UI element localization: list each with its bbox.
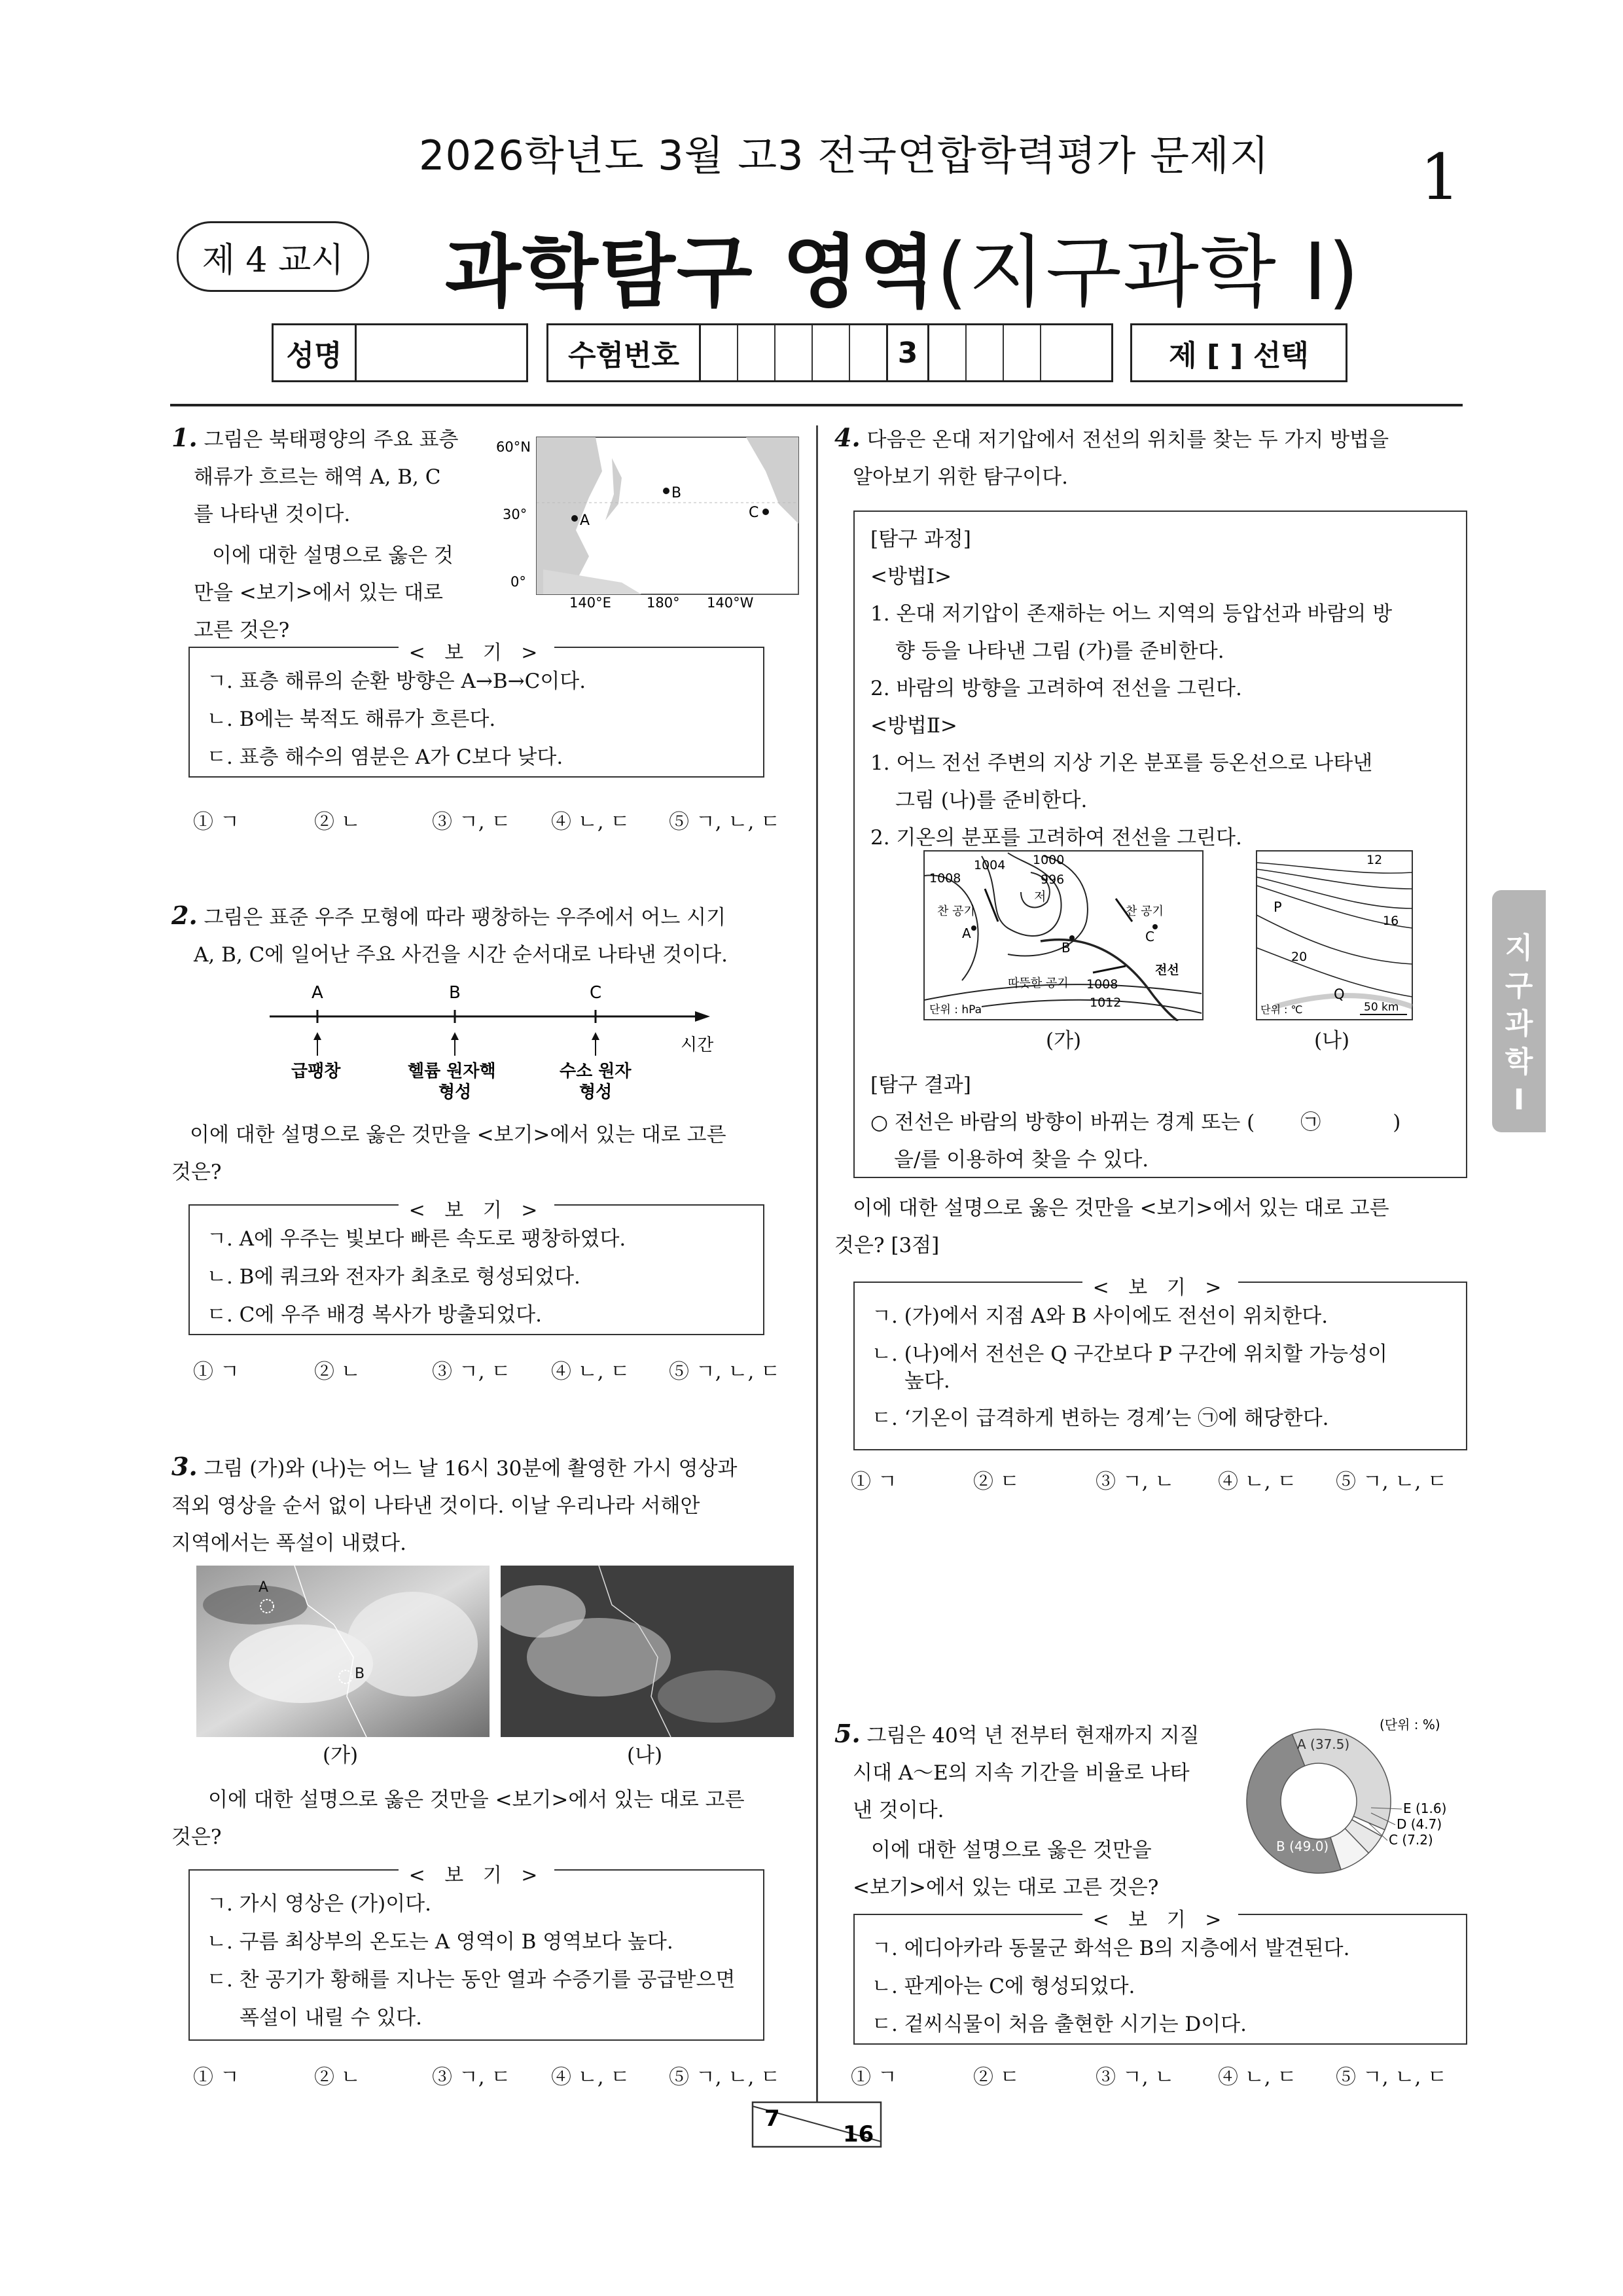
axis-label: 시간 [681,1035,714,1055]
caption-na: (나) [1314,1029,1350,1052]
bogi-item: ㄱ. 표층 해류의 순환 방향은 A→B→C이다. [207,670,586,693]
stem-line: 를 나타낸 것이다. [194,503,351,526]
isobar-label: 1004 [974,858,1006,872]
answer-option[interactable]: ④ ㄴ, ㄷ [551,2066,630,2089]
subject-name: 과학탐구 영역 [445,227,937,318]
answer-option[interactable]: ⑤ ㄱ, ㄴ, ㄷ [669,1360,781,1384]
point-a-marker [971,925,976,931]
answer-option[interactable]: ① ㄱ [193,2066,240,2089]
point-b-label: B [671,485,682,501]
answer-option[interactable]: ① ㄱ [851,2066,897,2089]
result-text: ) [1393,1111,1401,1134]
ask-line: 이에 대한 설명으로 옳은 것만을 [871,1839,1152,1862]
answer-option[interactable]: ③ ㄱ, ㄷ [432,810,511,834]
timeline-point-label: A [312,983,323,1003]
temperature-map-na [1255,850,1414,1021]
q3-ask [171,1782,800,1856]
bogi-item: ㄷ. ‘기온이 급격하게 변하는 경계’는 ㉠에 해당한다. [872,1407,1329,1430]
answer-option[interactable]: ③ ㄱ, ㄷ [432,2066,511,2089]
bogi-item: ㄱ. 가시 영상은 (가)이다. [207,1892,431,1916]
pacific-current-map [491,432,805,609]
bogi-item: ㄴ. B에 쿼크와 전자가 최초로 형성되었다. [207,1265,580,1289]
universe-timeline [255,978,740,1109]
event-label: 헬륨 원자핵 [408,1062,496,1081]
timeline-arrow [695,1011,710,1022]
q4-answers [851,1465,1472,1494]
scale-label: 50 km [1364,1001,1399,1014]
slice-label-d: D (4.7) [1397,1816,1442,1832]
subject-title [445,209,1360,322]
answer-option[interactable]: ① ㄱ [193,810,240,834]
method-step: 1. 어느 전선 주변의 지상 기온 분포를 등온선으로 나타낸 [870,751,1373,775]
event-label: 형성 [579,1083,613,1102]
stem-line: 다음은 온대 저기압에서 전선의 위치를 찾는 두 가지 방법을 [866,428,1389,452]
inquiry-heading: [탐구 과정] [870,528,971,551]
point-b-marker [663,488,669,494]
question-number: 5. [834,1719,861,1748]
exam-number-digit[interactable] [776,325,813,380]
caption-ga: (가) [323,1744,359,1767]
answer-option[interactable]: ③ ㄱ, ㄷ [432,1360,511,1384]
dark-region [203,1585,308,1624]
pressure-map-ga [923,850,1204,1021]
slice-label-c: C (7.2) [1389,1832,1433,1848]
bogi-item: ㄴ. 구름 최상부의 온도는 A 영역이 B 영역보다 높다. [207,1930,673,1954]
q3-bogi-box [188,1864,764,2041]
point-c-label: C [749,505,759,521]
question-number: 1. [171,423,198,452]
exam-number-digit[interactable] [813,325,850,380]
q5-bogi-box [853,1909,1467,2045]
q5-answers [851,2060,1472,2090]
bogi-title-text: < 보 기 > [399,1864,555,1887]
event-label: 형성 [438,1083,472,1102]
answer-option[interactable]: ⑤ ㄱ, ㄴ, ㄷ [669,2066,781,2089]
stem-line: 지역에서는 폭설이 내렸다. [171,1532,406,1555]
bogi-title [190,634,763,672]
timeline-point-label: C [590,983,602,1003]
answer-option[interactable]: ④ ㄴ, ㄷ [551,1360,630,1384]
stem-line: 그림은 표준 우주 모형에 따라 팽창하는 우주에서 어느 시기 [204,906,726,929]
bogi-item: ㄷ. 표층 해수의 염분은 A가 C보다 낮다. [207,745,563,769]
answer-option[interactable]: ② ㄷ [973,2066,1020,2089]
q4-ask [834,1190,1469,1265]
stem-line: 적외 영상을 순서 없이 나타낸 것이다. 이날 우리나라 서해안 [171,1494,700,1518]
ask-line: 만을 <보기>에서 있는 대로 [194,581,443,605]
question-1 [171,419,486,649]
cloud-band [658,1670,776,1723]
bogi-item: ㄱ. 에디아카라 동물군 화석은 B의 지층에서 발견된다. [872,1937,1350,1960]
answer-option[interactable]: ⑤ ㄱ, ㄴ, ㄷ [1336,2066,1448,2089]
bogi-title-text: < 보 기 > [1082,1276,1239,1299]
page-mark: 1 [1420,141,1461,214]
point-a-label: A [962,925,971,941]
isotherm-label: 20 [1291,950,1308,964]
point-p-label: P [1274,899,1282,915]
method-step: 그림 (나)를 준비한다. [895,789,1088,812]
total-pages: 16 [843,2121,874,2147]
bogi-item: ㄴ. (나)에서 전선은 Q 구간보다 P 구간에 위치할 가능성이 [872,1342,1388,1366]
caption-na: (나) [627,1744,663,1767]
stem-line: 그림은 북태평양의 주요 표층 [204,428,459,452]
ask-line: 것은? [3점] [834,1234,940,1257]
answer-option[interactable]: ② ㄴ [314,810,361,834]
exam-title: 2026학년도 3월 고3 전국연합학력평가 문제지 [419,132,1270,179]
exam-number-fixed: 3 [888,325,929,380]
slice-label-b: B (49.0) [1276,1839,1329,1854]
event-label: 급팽창 [291,1062,341,1081]
q2-bogi-box [188,1199,764,1335]
bogi-title-text: < 보 기 > [399,1199,555,1222]
bogi-item: ㄷ. C에 우주 배경 복사가 방출되었다. [207,1303,542,1327]
answer-option[interactable]: ② ㄴ [314,1360,361,1384]
answer-option[interactable]: ④ ㄴ, ㄷ [1218,1470,1297,1494]
question-5 [834,1715,1240,1907]
name-box [272,323,528,382]
question-number: 4. [834,423,861,452]
bogi-item: ㄱ. A에 우주는 빛보다 빠른 속도로 팽창하였다. [207,1227,626,1251]
lon-label: 140°E [569,595,611,609]
result-text: ○ 전선은 바람의 방향이 바뀌는 경계 또는 ( [870,1111,1255,1134]
q2-answers [193,1355,795,1384]
isobar-label: 996 [1041,872,1065,887]
method-step: 1. 온대 저기압이 존재하는 어느 지역의 등압선과 바람의 방 [870,602,1393,626]
question-4 [834,419,1469,496]
region-a-label: A [259,1579,269,1596]
result-text: 을/를 이용하여 찾을 수 있다. [894,1148,1149,1172]
name-field[interactable] [357,325,526,380]
slice-label-a: A (37.5) [1297,1736,1350,1752]
exam-number-digit[interactable] [738,325,776,380]
period-label: 제 4 교시 [202,240,344,280]
slice-label-e: E (1.6) [1403,1801,1447,1816]
point-a-label: A [580,512,590,529]
bogi-item: ㄱ. (가)에서 지점 A와 B 사이에도 전선이 위치한다. [872,1304,1329,1328]
question-number: 2. [171,901,198,930]
question-number: 3. [171,1452,198,1481]
inquiry-heading: [탐구 결과] [870,1073,971,1097]
method-label: <방법Ⅱ> [870,714,957,738]
choice-box[interactable] [1130,323,1347,382]
exam-number-label: 수험번호 [548,325,701,380]
answer-option[interactable]: ④ ㄴ, ㄷ [1218,2066,1297,2089]
current-page: 7 [764,2106,780,2132]
q3-answers [193,2060,795,2090]
period-badge [177,221,369,292]
page-counter [751,2101,882,2148]
ask-line: 것은? [171,1825,222,1849]
bogi-item: 폭설이 내릴 수 있다. [240,2006,422,2030]
unit-label: 단위 : ℃ [1260,1003,1303,1016]
geologic-time-donut [1237,1710,1466,1876]
bogi-title-text: < 보 기 > [1082,1909,1239,1931]
column-divider [816,425,818,2114]
stem-line: 해류가 흐르는 해역 A, B, C [194,465,441,489]
bogi-title-text: < 보 기 > [399,641,555,664]
lon-label: 180° [647,595,680,609]
low-pressure-label: 저 [1034,889,1046,904]
air-label: 찬 공기 [937,905,975,918]
air-label: 따뜻한 공기 [1008,977,1069,990]
q1-bogi-box [188,641,764,778]
caption-ga: (가) [1046,1029,1082,1052]
lat-label: 30° [503,507,527,522]
answer-option[interactable]: ③ ㄱ, ㄴ [1096,2066,1175,2089]
choice-label: 제 [ ] 선택 [1169,339,1309,372]
bogi-item: ㄴ. 판게아는 C에 형성되었다. [872,1975,1135,1998]
header-divider [170,404,1463,406]
satellite-image-ga [196,1566,490,1737]
point-b-label: B [1061,940,1071,956]
point-c-label: C [1145,929,1154,944]
event-arrowhead [313,1032,321,1040]
bogi-item: ㄷ. 겉씨식물이 처음 출현한 시기는 D이다. [872,2013,1247,2036]
question-2 [171,897,800,974]
exam-number-digit[interactable] [1041,325,1111,380]
unit-label: 단위 : hPa [929,1003,982,1016]
q4-bogi-box [853,1276,1467,1450]
name-label: 성명 [274,325,357,380]
exam-number-digit[interactable] [850,325,888,380]
method-step: 2. 기온의 분포를 고려하여 전선을 그린다. [870,826,1242,850]
exam-number-digit[interactable] [967,325,1004,380]
region-b-label: B [355,1666,365,1682]
ask-line: <보기>에서 있는 대로 고른 것은? [853,1876,1159,1899]
ask-line: 이에 대한 설명으로 옳은 것만을 <보기>에서 있는 대로 고른 [853,1196,1389,1220]
q2-ask [171,1117,800,1191]
exam-number-digit[interactable] [701,325,738,380]
bogi-item: ㄴ. B에는 북적도 해류가 흐른다. [207,708,496,731]
stem-line: 그림은 40억 년 전부터 현재까지 지질 [866,1724,1200,1748]
isobar-label: 1000 [1033,853,1065,867]
front-label: 전선 [1155,963,1179,977]
ask-line: 이에 대한 설명으로 옳은 것 [212,544,454,567]
isobar-label: 1008 [1086,977,1118,992]
method-step: 향 등을 나타낸 그림 (가)를 준비한다. [895,639,1224,663]
exam-number-digit[interactable] [1004,325,1041,380]
q1-answers [193,805,795,834]
isobar-label: 1012 [1090,996,1122,1010]
cloud-band [347,1592,478,1696]
method-label: <방법Ⅰ> [870,565,952,588]
inquiry-result [870,1067,1459,1179]
answer-option[interactable]: ⑤ ㄱ, ㄴ, ㄷ [1336,1470,1448,1494]
subject-side-tab [1492,890,1546,1132]
isotherm-label: 12 [1366,853,1383,867]
bogi-title [855,1901,1466,1939]
stem-line: 시대 A～E의 지속 기간을 비율로 나타 [853,1761,1190,1785]
method-step: 2. 바람의 방향을 고려하여 전선을 그린다. [870,677,1242,700]
exam-number-box [546,323,1113,382]
event-label: 수소 원자 [560,1062,632,1081]
stem-line: A, B, C에 일어난 주요 사건을 시간 순서대로 나타낸 것이다. [194,943,728,967]
isobar-label: 1008 [929,871,961,886]
point-c-marker [762,509,769,515]
answer-option[interactable]: ① ㄱ [851,1470,897,1494]
side-tab-label: 지구과학Ⅰ [1505,931,1533,1117]
answer-option[interactable]: ② ㄴ [314,2066,361,2089]
answer-option[interactable]: ④ ㄴ, ㄷ [551,810,630,834]
lat-label: 0° [510,574,526,590]
question-3 [171,1448,800,1562]
answer-option[interactable]: ⑤ ㄱ, ㄴ, ㄷ [669,810,781,834]
answer-option[interactable]: ③ ㄱ, ㄴ [1096,1470,1175,1494]
answer-option[interactable]: ① ㄱ [193,1360,240,1384]
stem-line: 낸 것이다. [853,1799,944,1822]
satellite-image-na [501,1566,794,1737]
answer-option[interactable]: ② ㄷ [973,1470,1020,1494]
bogi-title [190,1191,763,1230]
ask-line: 이에 대한 설명으로 옳은 것만을 <보기>에서 있는 대로 고른 [190,1123,726,1147]
blank-marker: ㉠ [1300,1111,1321,1134]
point-q-label: Q [1334,986,1345,1002]
air-label: 찬 공기 [1126,905,1164,918]
lat-label: 60°N [496,439,531,455]
stem-line: 알아보기 위한 탐구이다. [853,465,1069,489]
bogi-item: ㄷ. 찬 공기가 황해를 지나는 동안 열과 수증기를 공급받으면 [207,1968,736,1992]
bogi-item: 높다. [904,1369,950,1393]
lon-label: 140°W [707,595,754,609]
ask-line: 고른 것은? [194,619,290,642]
ask-line: 것은? [171,1160,222,1184]
event-arrowhead [451,1032,459,1040]
bogi-title [855,1268,1466,1307]
bogi-title [190,1856,763,1895]
exam-number-digit[interactable] [929,325,967,380]
timeline-point-label: B [449,983,461,1003]
chart-unit: (단위 : %) [1380,1717,1440,1732]
point-a-marker [571,515,578,522]
ask-line: 이에 대한 설명으로 옳은 것만을 <보기>에서 있는 대로 고른 [208,1788,745,1812]
isotherm-label: 16 [1383,914,1399,928]
subject-sub: (지구과학 Ⅰ) [936,227,1361,318]
stem-line: 그림 (가)와 (나)는 어느 날 16시 30분에 촬영한 가시 영상과 [204,1457,738,1480]
event-arrowhead [592,1032,599,1040]
